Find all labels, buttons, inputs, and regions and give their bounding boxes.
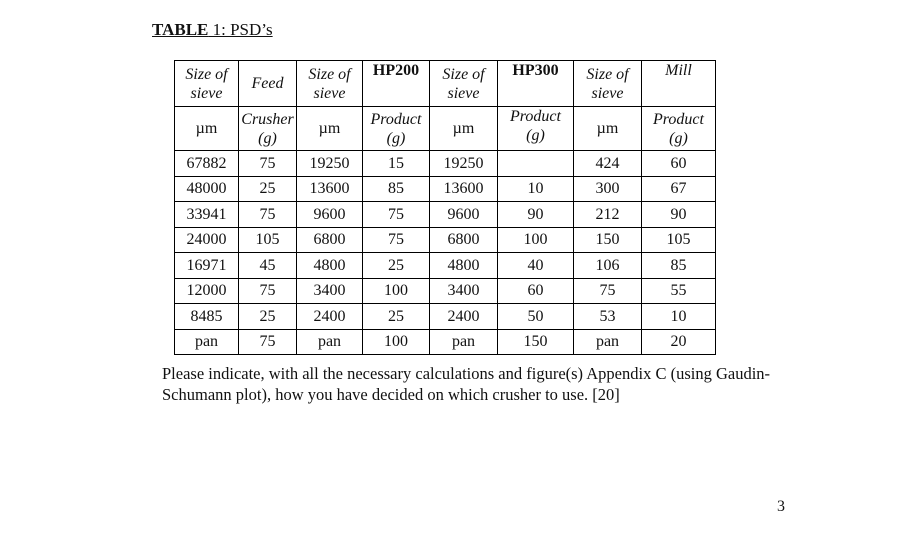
table-cell: 75 <box>239 329 297 355</box>
unit-um-2: µm <box>297 107 363 151</box>
table-cell: 25 <box>363 304 430 330</box>
header-size-of-sieve-1: Size of sieve <box>175 61 239 107</box>
header-crusher-g: Crusher (g) <box>239 107 297 151</box>
table-cell: 100 <box>363 329 430 355</box>
table-cell: 85 <box>642 253 716 279</box>
header-feed: Feed <box>239 61 297 107</box>
table-cell: 24000 <box>175 227 239 253</box>
table-cell: 75 <box>574 278 642 304</box>
unit-um-3: µm <box>430 107 498 151</box>
unit-um-4: µm <box>574 107 642 151</box>
table-cell: 20 <box>642 329 716 355</box>
table-row <box>175 176 716 202</box>
table-cell: 2400 <box>430 304 498 330</box>
header-size-of-sieve-4: Size of sieve <box>574 61 642 107</box>
header-size-of-sieve-3: Size of sieve <box>430 61 498 107</box>
table-cell: 150 <box>498 329 574 355</box>
table-cell: 3400 <box>430 278 498 304</box>
table-row <box>175 202 716 228</box>
table-cell: 60 <box>498 278 574 304</box>
psd-table <box>174 60 716 355</box>
table-cell: 85 <box>363 176 430 202</box>
table-cell: 55 <box>642 278 716 304</box>
table-cell: 2400 <box>297 304 363 330</box>
table-cell: 50 <box>498 304 574 330</box>
table-cell: 40 <box>498 253 574 279</box>
table-cell: 105 <box>642 227 716 253</box>
table-cell: 75 <box>239 151 297 177</box>
table-cell: 12000 <box>175 278 239 304</box>
table-row <box>175 227 716 253</box>
table-cell: 4800 <box>430 253 498 279</box>
table-cell: 15 <box>363 151 430 177</box>
table-cell: pan <box>430 329 498 355</box>
table-cell: 3400 <box>297 278 363 304</box>
table-cell: 90 <box>498 202 574 228</box>
table-cell: 6800 <box>297 227 363 253</box>
table-cell: 75 <box>363 202 430 228</box>
table-cell: 9600 <box>430 202 498 228</box>
table-cell: 424 <box>574 151 642 177</box>
header-size-of-sieve-2: Size of sieve <box>297 61 363 107</box>
table-caption <box>152 20 273 40</box>
table-row <box>175 304 716 330</box>
header-hp300: HP300 <box>498 61 574 107</box>
table-cell <box>498 151 574 177</box>
table-cell: pan <box>175 329 239 355</box>
table-cell: 75 <box>239 202 297 228</box>
table-row <box>175 253 716 279</box>
table-cell: 150 <box>574 227 642 253</box>
table-cell: 10 <box>642 304 716 330</box>
table-cell: 106 <box>574 253 642 279</box>
table-row <box>175 151 716 177</box>
table-cell: 75 <box>363 227 430 253</box>
table-cell: 67 <box>642 176 716 202</box>
header-product-g-hp200: Product (g) <box>363 107 430 151</box>
page-number: 3 <box>777 498 785 515</box>
table-row <box>175 329 716 355</box>
table-cell: 9600 <box>297 202 363 228</box>
table-cell: pan <box>297 329 363 355</box>
table-cell: 100 <box>498 227 574 253</box>
table-cell: 19250 <box>430 151 498 177</box>
header-hp200: HP200 <box>363 61 430 107</box>
header-row-1 <box>175 61 716 107</box>
table-cell: pan <box>574 329 642 355</box>
table-cell: 4800 <box>297 253 363 279</box>
table-cell: 48000 <box>175 176 239 202</box>
table-cell: 53 <box>574 304 642 330</box>
table-cell: 75 <box>239 278 297 304</box>
table-cell: 19250 <box>297 151 363 177</box>
table-cell: 25 <box>363 253 430 279</box>
table-cell: 10 <box>498 176 574 202</box>
table-cell: 100 <box>363 278 430 304</box>
table-cell: 60 <box>642 151 716 177</box>
header-product-g-mill: Product (g) <box>642 107 716 151</box>
instruction-paragraph: Please indicate, with all the necessary calculations and figure(s) Appendix C (using Gaudin-Schumann plot), how you have decided on which crusher to use. [20] <box>162 364 771 404</box>
table-caption-text: 1: PSD’s <box>208 20 273 39</box>
table-cell: 212 <box>574 202 642 228</box>
table-cell: 90 <box>642 202 716 228</box>
header-product-g-hp300: Product (g) <box>498 107 574 151</box>
table-cell: 13600 <box>297 176 363 202</box>
table-cell: 67882 <box>175 151 239 177</box>
table-cell: 105 <box>239 227 297 253</box>
table-cell: 13600 <box>430 176 498 202</box>
unit-um-1: µm <box>175 107 239 151</box>
table-cell: 6800 <box>430 227 498 253</box>
table-cell: 33941 <box>175 202 239 228</box>
table-cell: 16971 <box>175 253 239 279</box>
table-cell: 25 <box>239 176 297 202</box>
table-cell: 300 <box>574 176 642 202</box>
table-row <box>175 278 716 304</box>
header-mill: Mill <box>642 61 716 107</box>
table-cell: 25 <box>239 304 297 330</box>
header-row-2 <box>175 107 716 151</box>
table-cell: 8485 <box>175 304 239 330</box>
table-cell: 45 <box>239 253 297 279</box>
table-caption-label: TABLE <box>152 20 209 39</box>
